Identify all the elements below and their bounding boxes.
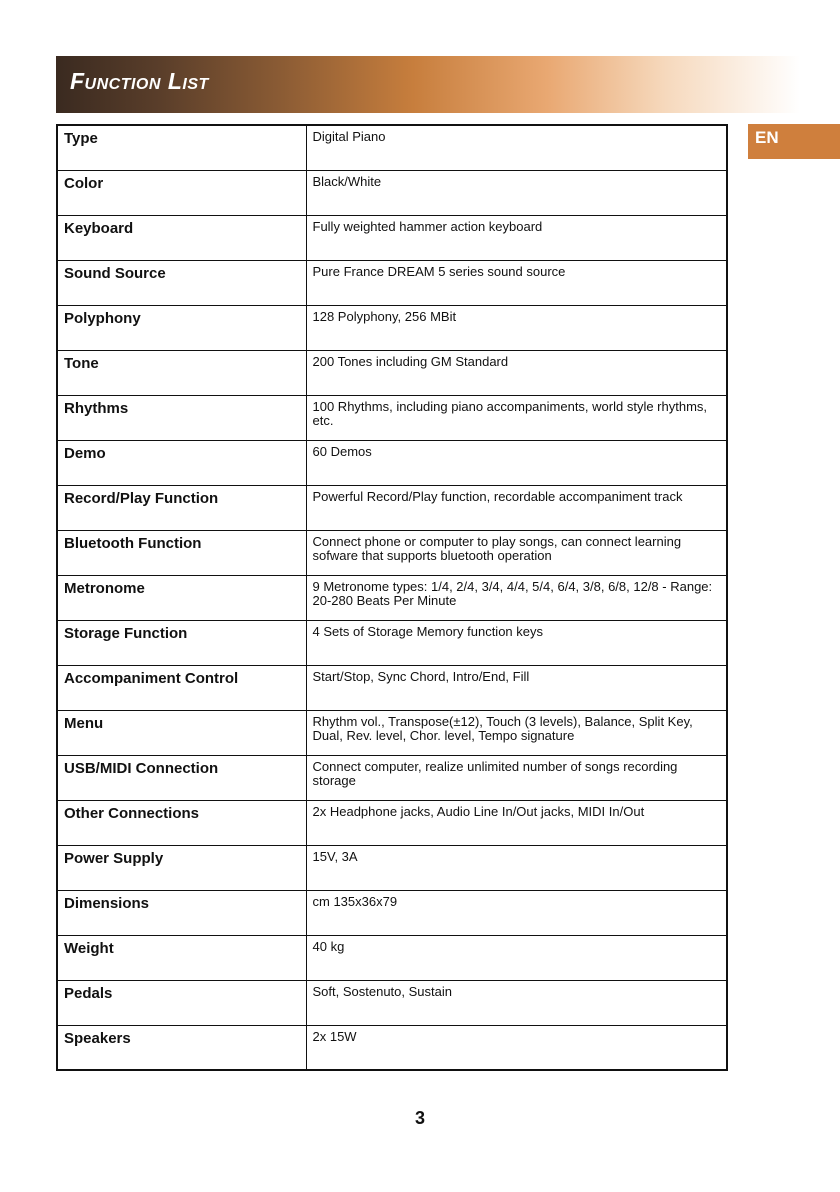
table-row xyxy=(57,755,727,800)
spec-value: 100 Rhythms, including piano accompaniments, world style rhythms, etc. xyxy=(306,395,727,440)
table-row xyxy=(57,350,727,395)
specifications-table-body xyxy=(57,125,727,1070)
language-tab: EN xyxy=(748,124,840,159)
table-row xyxy=(57,305,727,350)
spec-value: Connect phone or computer to play songs, can connect learning sofware that supports bluetooth operation xyxy=(306,530,727,575)
spec-value: Fully weighted hammer action keyboard xyxy=(306,215,727,260)
spec-value: 4 Sets of Storage Memory function keys xyxy=(306,620,727,665)
spec-value: 9 Metronome types: 1/4, 2/4, 3/4, 4/4, 5/4, 6/4, 3/8, 6/8, 12/8 - Range: 20-280 Beats Per Minute xyxy=(306,575,727,620)
spec-label: Tone xyxy=(57,350,306,395)
spec-label: Sound Source xyxy=(57,260,306,305)
spec-label: Keyboard xyxy=(57,215,306,260)
spec-label: Metronome xyxy=(57,575,306,620)
spec-label: Accompaniment Control xyxy=(57,665,306,710)
spec-value: Black/White xyxy=(306,170,727,215)
spec-label: Weight xyxy=(57,935,306,980)
table-row xyxy=(57,530,727,575)
section-header-band xyxy=(56,56,800,113)
spec-value: 15V, 3A xyxy=(306,845,727,890)
table-row xyxy=(57,395,727,440)
spec-value: 200 Tones including GM Standard xyxy=(306,350,727,395)
spec-label: Storage Function xyxy=(57,620,306,665)
spec-value: Pure France DREAM 5 series sound source xyxy=(306,260,727,305)
spec-label: Bluetooth Function xyxy=(57,530,306,575)
spec-label: Record/Play Function xyxy=(57,485,306,530)
spec-label: Color xyxy=(57,170,306,215)
table-row xyxy=(57,260,727,305)
spec-label: USB/MIDI Connection xyxy=(57,755,306,800)
table-row xyxy=(57,125,727,170)
spec-value: 128 Polyphony, 256 MBit xyxy=(306,305,727,350)
spec-value: 60 Demos xyxy=(306,440,727,485)
spec-value: Soft, Sostenuto, Sustain xyxy=(306,980,727,1025)
spec-label: Demo xyxy=(57,440,306,485)
table-row xyxy=(57,215,727,260)
spec-value: Digital Piano xyxy=(306,125,727,170)
table-row xyxy=(57,170,727,215)
spec-value: 2x 15W xyxy=(306,1025,727,1070)
spec-value: Powerful Record/Play function, recordable accompaniment track xyxy=(306,485,727,530)
table-row xyxy=(57,845,727,890)
spec-value: Start/Stop, Sync Chord, Intro/End, Fill xyxy=(306,665,727,710)
spec-value: cm 135x36x79 xyxy=(306,890,727,935)
spec-value: 2x Headphone jacks, Audio Line In/Out jacks, MIDI In/Out xyxy=(306,800,727,845)
spec-label: Power Supply xyxy=(57,845,306,890)
table-row xyxy=(57,440,727,485)
table-row xyxy=(57,710,727,755)
page-title: Function List xyxy=(70,68,209,94)
table-row xyxy=(57,620,727,665)
spec-label: Menu xyxy=(57,710,306,755)
table-row xyxy=(57,800,727,845)
spec-label: Type xyxy=(57,125,306,170)
spec-label: Polyphony xyxy=(57,305,306,350)
specifications-table xyxy=(56,124,728,1071)
table-row xyxy=(57,575,727,620)
table-row xyxy=(57,665,727,710)
spec-label: Pedals xyxy=(57,980,306,1025)
table-row xyxy=(57,485,727,530)
page-number: 3 xyxy=(414,1108,425,1128)
spec-label: Rhythms xyxy=(57,395,306,440)
spec-value: Connect computer, realize unlimited number of songs recording storage xyxy=(306,755,727,800)
spec-label: Speakers xyxy=(57,1025,306,1070)
spec-label: Dimensions xyxy=(57,890,306,935)
table-row xyxy=(57,935,727,980)
table-row xyxy=(57,980,727,1025)
spec-value: 40 kg xyxy=(306,935,727,980)
spec-value: Rhythm vol., Transpose(±12), Touch (3 levels), Balance, Split Key, Dual, Rev. level, Chor. level, Tempo signature xyxy=(306,710,727,755)
table-row xyxy=(57,1025,727,1070)
table-row xyxy=(57,890,727,935)
spec-label: Other Connections xyxy=(57,800,306,845)
